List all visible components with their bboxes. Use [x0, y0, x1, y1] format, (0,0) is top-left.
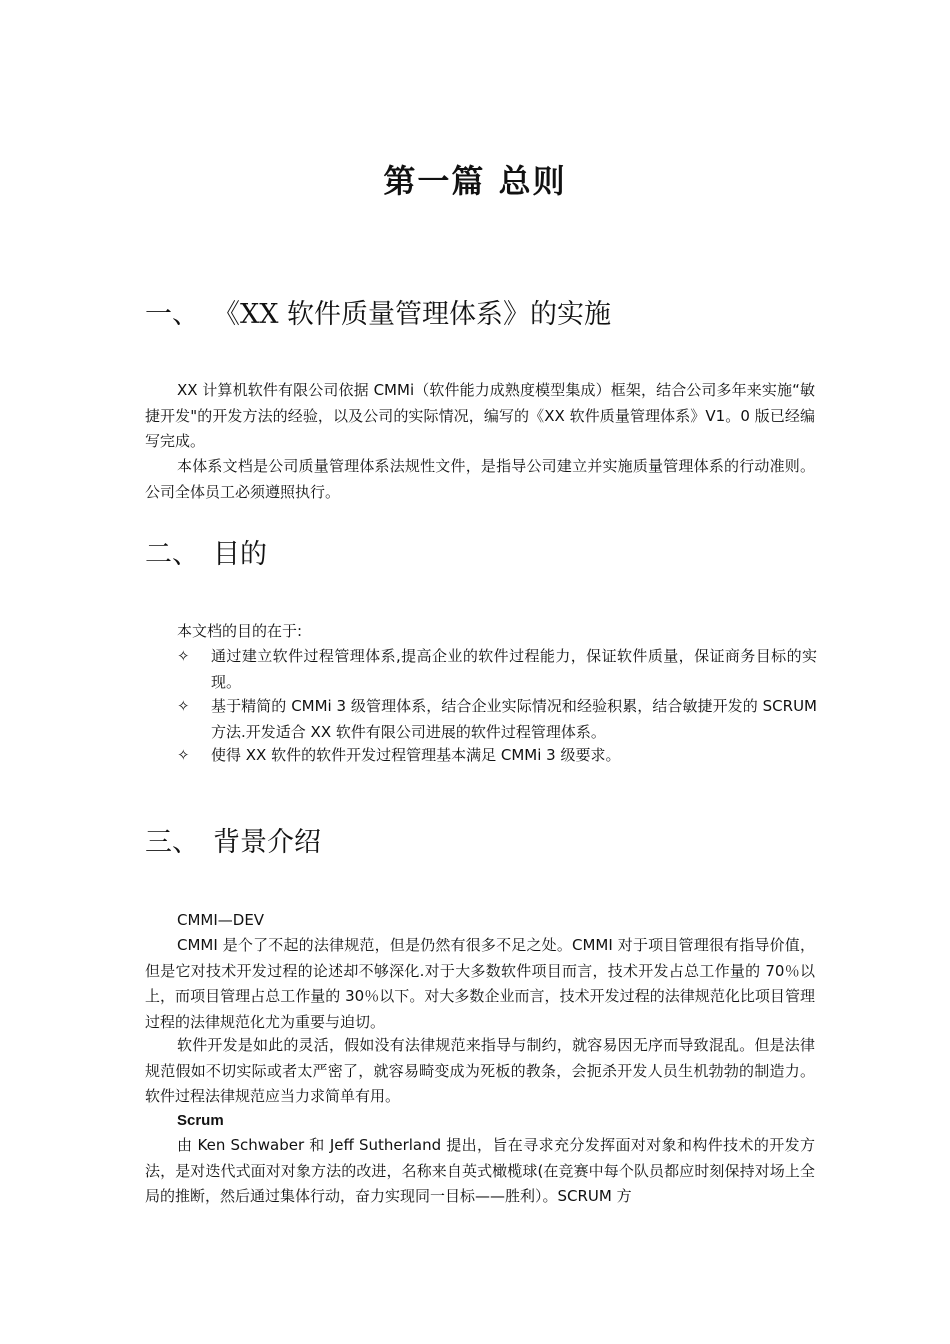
list-item: [177, 694, 817, 745]
paragraph: XX 计算机软件有限公司依据 CMMi（软件能力成熟度模型集成）框架，结合公司多年来实施“敏捷开发"的开发方法的经验，以及公司的实际情况，编写的《XX 软件质量管理体系》V1。0 版已经编写完成。: [145, 381, 815, 450]
paragraph: 由 Ken Schwaber 和 Jeff Sutherland 提出，旨在寻求充分发挥面对对象和构件技术的开发方法，是对迭代式面对对象方法的改进，名称来自英式橄榄球(在竞赛中每个队员都应时刻保持对场上全局的推断，然后通过集体行动，奋力实现同一目标——胜利）。SCRUM 方: [145, 1136, 815, 1205]
subheading-cmmi: CMMI—DEV: [177, 911, 265, 929]
document-title: 第一篇 总则: [383, 162, 567, 200]
paragraph: 软件开发是如此的灵活，假如没有法律规范来指导与制约，就容易因无序而导致混乱。但是法律规范假如不切实际或者太严密了，就容易畸变成为死板的教条，会扼杀开发人员生机勃勃的制造力。软件过程法律规范应当力求简单有用。: [145, 1036, 815, 1105]
paragraph: CMMI 是个了不起的法律规范，但是仍然有很多不足之处。CMMI 对于项目管理很有指导价值，但是它对技术开发过程的论述却不够深化.对于大多数软件项目而言，技术开发占总工作量的 70％以上，而项目管理占总工作量的 30％以下。对大多数企业而言，技术开发过程的法律规范化比项目管理过程的法律规范化尤为重要与迫切。: [145, 936, 815, 1031]
section-title: 目的: [213, 539, 267, 570]
list-item: [177, 743, 817, 769]
list-item: [177, 644, 817, 695]
section-heading-1: [145, 292, 611, 331]
bullet-icon: ✧: [177, 647, 190, 665]
bullet-icon: ✧: [177, 746, 190, 764]
section-number: 三、: [145, 827, 199, 858]
list-item-text: 通过建立软件过程管理体系,提高企业的软件过程能力，保证软件质量，保证商务目标的实现。: [211, 647, 817, 691]
subheading-scrum: Scrum: [177, 1112, 224, 1129]
section-title: 《XX 软件质量管理体系》的实施: [213, 299, 612, 330]
list-item-text: 基于精简的 CMMi 3 级管理体系，结合企业实际情况和经验积累，结合敏捷开发的 SCRUM 方法.开发适合 XX 软件有限公司进展的软件过程管理体系。: [211, 697, 817, 741]
paragraph: 本体系文档是公司质量管理体系法规性文件，是指导公司建立并实施质量管理体系的行动准则。公司全体员工必须遵照执行。: [145, 457, 815, 501]
list-intro: 本文档的目的在于:: [177, 622, 303, 640]
section-number: 二、: [145, 539, 199, 570]
section-title: 背景介绍: [213, 827, 321, 858]
section-heading-3: [145, 820, 321, 859]
section-number: 一、: [145, 299, 199, 330]
list-item-text: 使得 XX 软件的软件开发过程管理基本满足 CMMi 3 级要求。: [211, 746, 621, 764]
section-heading-2: [145, 532, 267, 571]
bullet-icon: ✧: [177, 697, 190, 715]
